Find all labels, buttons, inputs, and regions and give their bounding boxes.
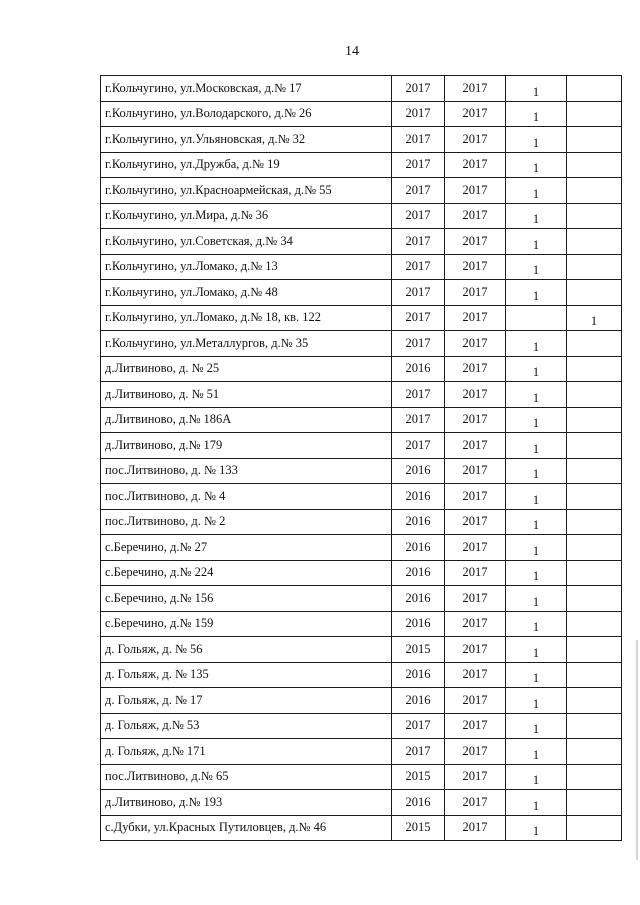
mark-a-cell [506, 305, 567, 331]
mark-b-cell [567, 764, 622, 790]
table-row [101, 305, 622, 331]
mark-a-value: 1 [532, 543, 540, 558]
mark-b-cell [567, 305, 622, 331]
mark-a-value: 1 [532, 263, 540, 278]
year-start-cell: 2017 [392, 382, 445, 408]
mark-a-value: 1 [532, 186, 540, 201]
table-row [101, 458, 622, 484]
address-cell: д.Литвиново, д.№ 186А [101, 407, 392, 433]
table-row [101, 101, 622, 127]
year-end-cell: 2017 [445, 458, 506, 484]
year-start-cell: 2016 [392, 484, 445, 510]
table-row [101, 535, 622, 561]
mark-b-cell [567, 688, 622, 714]
year-start-cell: 2017 [392, 713, 445, 739]
year-start-cell: 2017 [392, 305, 445, 331]
address-cell: с.Дубки, ул.Красных Путиловцев, д.№ 46 [101, 815, 392, 841]
address-cell: г.Кольчугино, ул.Ломако, д.№ 18, кв. 122 [101, 305, 392, 331]
table-row [101, 356, 622, 382]
mark-a-cell [506, 356, 567, 382]
table-row [101, 790, 622, 816]
table-row [101, 382, 622, 408]
mark-a-value: 1 [532, 135, 540, 150]
mark-a-value: 1 [532, 288, 540, 303]
mark-b-cell [567, 560, 622, 586]
year-start-cell: 2016 [392, 586, 445, 612]
table-row [101, 229, 622, 255]
address-cell: г.Кольчугино, ул.Красноармейская, д.№ 55 [101, 178, 392, 204]
mark-b-cell [567, 407, 622, 433]
year-start-cell: 2017 [392, 739, 445, 765]
address-cell: пос.Литвиново, д.№ 65 [101, 764, 392, 790]
mark-a-cell [506, 229, 567, 255]
address-cell: г.Кольчугино, ул.Ломако, д.№ 13 [101, 254, 392, 280]
mark-a-value: 1 [532, 594, 540, 609]
address-cell: с.Беречино, д.№ 159 [101, 611, 392, 637]
address-cell: пос.Литвиново, д. № 4 [101, 484, 392, 510]
mark-b-cell [567, 535, 622, 561]
mark-a-value: 1 [532, 84, 540, 99]
year-start-cell: 2016 [392, 662, 445, 688]
mark-a-value: 1 [532, 467, 540, 482]
table-body [101, 76, 622, 841]
mark-a-cell [506, 127, 567, 153]
mark-b-cell [567, 713, 622, 739]
mark-a-value: 1 [532, 645, 540, 660]
mark-b-cell [567, 101, 622, 127]
mark-a-value: 1 [532, 492, 540, 507]
year-end-cell: 2017 [445, 254, 506, 280]
mark-a-cell [506, 535, 567, 561]
year-end-cell: 2017 [445, 382, 506, 408]
mark-a-value: 1 [532, 798, 540, 813]
mark-a-cell [506, 203, 567, 229]
table-row [101, 331, 622, 357]
year-start-cell: 2017 [392, 433, 445, 459]
mark-a-cell [506, 815, 567, 841]
address-cell: д.Литвиново, д.№ 193 [101, 790, 392, 816]
year-start-cell: 2015 [392, 637, 445, 663]
address-cell: д.Литвиново, д. № 25 [101, 356, 392, 382]
mark-a-cell [506, 458, 567, 484]
year-end-cell: 2017 [445, 611, 506, 637]
mark-a-value: 1 [532, 212, 540, 227]
address-cell: г.Кольчугино, ул.Советская, д.№ 34 [101, 229, 392, 255]
mark-b-cell [567, 637, 622, 663]
mark-a-cell [506, 739, 567, 765]
mark-a-value: 1 [532, 365, 540, 380]
mark-a-cell [506, 611, 567, 637]
year-start-cell: 2015 [392, 764, 445, 790]
table-row [101, 713, 622, 739]
mark-b-cell [567, 790, 622, 816]
mark-a-cell [506, 331, 567, 357]
year-end-cell: 2017 [445, 305, 506, 331]
year-end-cell: 2017 [445, 688, 506, 714]
table-row [101, 509, 622, 535]
mark-a-cell [506, 101, 567, 127]
table-row [101, 688, 622, 714]
table-row [101, 178, 622, 204]
mark-b-cell [567, 203, 622, 229]
table-row [101, 560, 622, 586]
year-end-cell: 2017 [445, 433, 506, 459]
mark-b-cell [567, 433, 622, 459]
mark-a-cell [506, 790, 567, 816]
table-row [101, 254, 622, 280]
mark-a-cell [506, 713, 567, 739]
table-row [101, 764, 622, 790]
year-end-cell: 2017 [445, 101, 506, 127]
year-end-cell: 2017 [445, 407, 506, 433]
table-row [101, 815, 622, 841]
address-cell: д. Гольяж, д.№ 171 [101, 739, 392, 765]
mark-a-value: 1 [532, 339, 540, 354]
address-cell: с.Беречино, д.№ 27 [101, 535, 392, 561]
mark-a-cell [506, 254, 567, 280]
mark-a-value: 1 [532, 518, 540, 533]
table-row [101, 611, 622, 637]
year-end-cell: 2017 [445, 662, 506, 688]
mark-b-cell [567, 382, 622, 408]
mark-a-value: 1 [532, 824, 540, 839]
mark-b-value: 1 [590, 314, 598, 329]
mark-a-value: 1 [532, 390, 540, 405]
year-start-cell: 2016 [392, 688, 445, 714]
year-end-cell: 2017 [445, 356, 506, 382]
year-start-cell: 2016 [392, 611, 445, 637]
mark-a-value: 1 [532, 441, 540, 456]
mark-a-cell [506, 152, 567, 178]
mark-a-cell [506, 407, 567, 433]
year-start-cell: 2016 [392, 356, 445, 382]
year-start-cell: 2017 [392, 76, 445, 102]
mark-a-cell [506, 586, 567, 612]
year-end-cell: 2017 [445, 815, 506, 841]
table-row [101, 433, 622, 459]
year-start-cell: 2017 [392, 178, 445, 204]
year-end-cell: 2017 [445, 535, 506, 561]
year-start-cell: 2016 [392, 535, 445, 561]
address-cell: д. Гольяж, д. № 17 [101, 688, 392, 714]
address-cell: д.Литвиново, д. № 51 [101, 382, 392, 408]
table-row [101, 127, 622, 153]
address-cell: пос.Литвиново, д. № 2 [101, 509, 392, 535]
year-end-cell: 2017 [445, 560, 506, 586]
mark-a-value: 1 [532, 237, 540, 252]
address-cell: г.Кольчугино, ул.Мира, д.№ 36 [101, 203, 392, 229]
year-start-cell: 2016 [392, 560, 445, 586]
mark-a-cell [506, 484, 567, 510]
year-end-cell: 2017 [445, 484, 506, 510]
mark-b-cell [567, 356, 622, 382]
year-start-cell: 2017 [392, 127, 445, 153]
table-row [101, 662, 622, 688]
mark-a-cell [506, 764, 567, 790]
mark-a-cell [506, 76, 567, 102]
year-start-cell: 2017 [392, 331, 445, 357]
mark-a-cell [506, 382, 567, 408]
mark-a-cell [506, 433, 567, 459]
mark-b-cell [567, 739, 622, 765]
table-row [101, 76, 622, 102]
year-start-cell: 2017 [392, 152, 445, 178]
mark-b-cell [567, 662, 622, 688]
address-cell: г.Кольчугино, ул.Металлургов, д.№ 35 [101, 331, 392, 357]
address-cell: г.Кольчугино, ул.Дружба, д.№ 19 [101, 152, 392, 178]
mark-b-cell [567, 331, 622, 357]
mark-a-cell [506, 280, 567, 306]
address-cell: г.Кольчугино, ул.Володарского, д.№ 26 [101, 101, 392, 127]
year-end-cell: 2017 [445, 280, 506, 306]
address-cell: г.Кольчугино, ул.Московская, д.№ 17 [101, 76, 392, 102]
year-start-cell: 2016 [392, 458, 445, 484]
year-end-cell: 2017 [445, 152, 506, 178]
year-start-cell: 2017 [392, 229, 445, 255]
mark-b-cell [567, 178, 622, 204]
year-end-cell: 2017 [445, 509, 506, 535]
mark-a-cell [506, 509, 567, 535]
address-cell: д. Гольяж, д.№ 53 [101, 713, 392, 739]
year-start-cell: 2017 [392, 407, 445, 433]
mark-b-cell [567, 229, 622, 255]
year-start-cell: 2017 [392, 254, 445, 280]
mark-b-cell [567, 127, 622, 153]
year-end-cell: 2017 [445, 203, 506, 229]
year-end-cell: 2017 [445, 790, 506, 816]
mark-a-value: 1 [532, 671, 540, 686]
mark-b-cell [567, 458, 622, 484]
year-end-cell: 2017 [445, 764, 506, 790]
year-end-cell: 2017 [445, 713, 506, 739]
page-number: 14 [345, 44, 359, 59]
mark-a-value: 1 [532, 747, 540, 762]
mark-b-cell [567, 280, 622, 306]
year-start-cell: 2017 [392, 101, 445, 127]
address-cell: г.Кольчугино, ул.Ульяновская, д.№ 32 [101, 127, 392, 153]
mark-a-cell [506, 662, 567, 688]
table-row [101, 152, 622, 178]
year-end-cell: 2017 [445, 739, 506, 765]
table-row [101, 280, 622, 306]
year-end-cell: 2017 [445, 229, 506, 255]
address-cell: д. Гольяж, д. № 56 [101, 637, 392, 663]
address-cell: пос.Литвиново, д. № 133 [101, 458, 392, 484]
mark-a-cell [506, 637, 567, 663]
mark-a-value: 1 [532, 569, 540, 584]
mark-a-value: 1 [532, 416, 540, 431]
year-start-cell: 2017 [392, 280, 445, 306]
mark-b-cell [567, 484, 622, 510]
mark-b-cell [567, 611, 622, 637]
mark-a-cell [506, 688, 567, 714]
mark-a-value: 1 [532, 110, 540, 125]
address-cell: д.Литвиново, д.№ 179 [101, 433, 392, 459]
mark-b-cell [567, 152, 622, 178]
year-start-cell: 2017 [392, 203, 445, 229]
address-cell: г.Кольчугино, ул.Ломако, д.№ 48 [101, 280, 392, 306]
year-end-cell: 2017 [445, 586, 506, 612]
scan-edge-shadow [636, 640, 638, 860]
year-start-cell: 2016 [392, 509, 445, 535]
mark-b-cell [567, 586, 622, 612]
table-row [101, 637, 622, 663]
address-table [100, 75, 622, 841]
year-start-cell: 2016 [392, 790, 445, 816]
mark-a-value: 1 [532, 696, 540, 711]
address-cell: д. Гольяж, д. № 135 [101, 662, 392, 688]
mark-a-value: 1 [532, 722, 540, 737]
year-end-cell: 2017 [445, 331, 506, 357]
mark-a-cell [506, 560, 567, 586]
table-row [101, 484, 622, 510]
year-end-cell: 2017 [445, 178, 506, 204]
mark-a-value: 1 [532, 620, 540, 635]
mark-a-value: 1 [532, 161, 540, 176]
table-row [101, 586, 622, 612]
table-row [101, 739, 622, 765]
mark-b-cell [567, 254, 622, 280]
mark-a-cell [506, 178, 567, 204]
mark-b-cell [567, 76, 622, 102]
address-cell: с.Беречино, д.№ 156 [101, 586, 392, 612]
year-end-cell: 2017 [445, 76, 506, 102]
table-row [101, 407, 622, 433]
table-row [101, 203, 622, 229]
year-start-cell: 2015 [392, 815, 445, 841]
address-cell: с.Беречино, д.№ 224 [101, 560, 392, 586]
mark-a-value: 1 [532, 773, 540, 788]
mark-b-cell [567, 509, 622, 535]
year-end-cell: 2017 [445, 127, 506, 153]
year-end-cell: 2017 [445, 637, 506, 663]
mark-b-cell [567, 815, 622, 841]
